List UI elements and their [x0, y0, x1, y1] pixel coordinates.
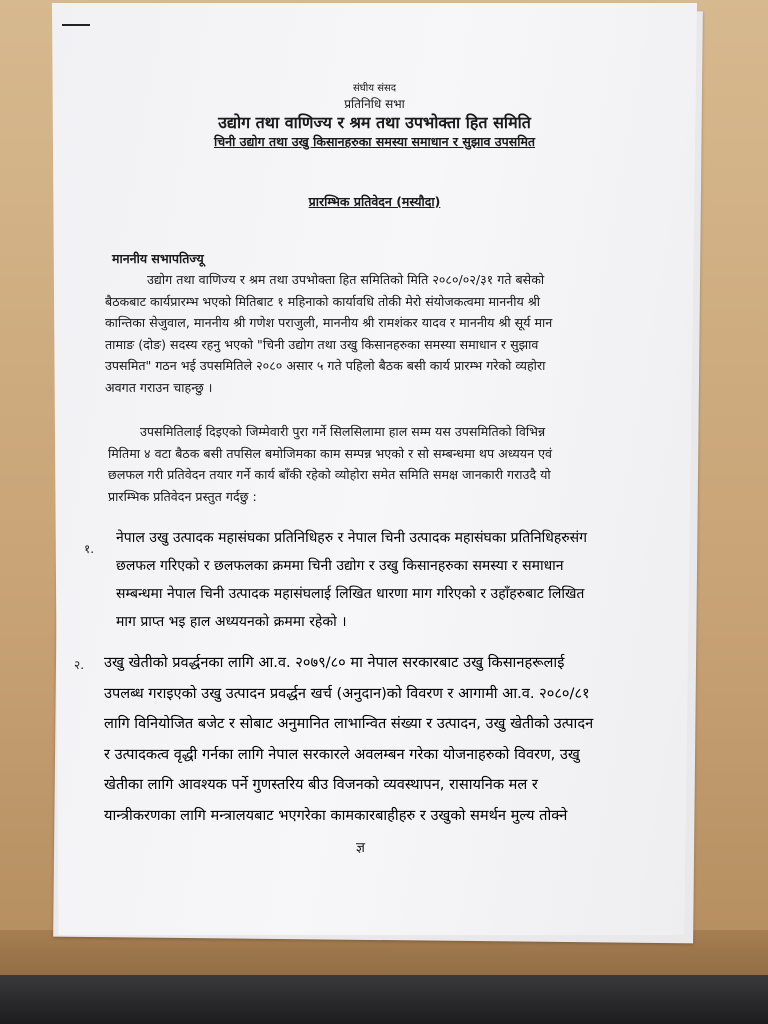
paragraph-line: उपसमित" गठन भई उपसमितिले २०८० असार ५ गते पहिलो बैठक बसी कार्य प्रारम्भ गरेको व्यहोरा	[105, 358, 546, 373]
item-line: माग प्राप्त भइ हाल अध्ययनको क्रममा रहेको ।	[116, 614, 347, 630]
pen-mark	[62, 24, 90, 26]
item-line: छलफल गरिएको र छलफलका क्रममा चिनी उद्योग र उखु किसानहरुका समस्या र समाधान	[116, 558, 564, 574]
item-number: २.	[74, 658, 85, 672]
report-title: प्रारम्भिक प्रतिवेदन (मस्यौदा)	[308, 194, 441, 209]
item-line: नेपाल उखु उत्पादक महासंघका प्रतिनिधिहरु र नेपाल चिनी उत्पादक महासंघका प्रतिनिधिहरुसंग	[116, 530, 587, 546]
paragraph-line: मितिमा ४ वटा बैठक बसी तपसिल बमोजिमका काम सम्पन्न भएको र सो सम्बन्धमा थप अध्ययन एवं	[108, 445, 553, 461]
page-number: ज्ञ	[356, 840, 365, 856]
paragraph-line: तामाङ (दोङ) सदस्य रहनु भएको "चिनी उद्योग तथा उखु किसानहरुका समस्या समाधान र सुझाव	[105, 336, 539, 352]
item-line: यान्त्रीकरणका लागि मन्त्रालयबाट भएगरेका कामकारबाहीहरु र उखुको समर्थन मुल्य तोक्ने	[104, 806, 568, 824]
item-line: उपलब्ध गराइएको उखु उत्पादन प्रवर्द्धन खर्च (अनुदान)को विवरण र आगामी आ.व. २०८०/८१	[104, 684, 590, 702]
list-item-1	[116, 524, 587, 636]
committee-title: उद्योग तथा वाणिज्य र श्रम तथा उपभोक्ता हित समिति	[218, 113, 531, 132]
paragraph-1	[105, 269, 552, 398]
paragraph-line: बैठकबाट कार्यप्रारम्भ भएको मितिबाट १ महिनाको कार्यावधि तोकी मेरो संयोजकत्वमा माननीय श्री	[105, 293, 541, 309]
salutation: माननीय सभापतिज्यू	[112, 251, 204, 266]
paragraph-line: अवगत गराउन चाहन्छु ।	[105, 379, 213, 395]
item-line: सम्बन्धमा नेपाल चिनी उत्पादक महासंघलाई लिखित धारणा माग गरिएको र उहाँहरुबाट लिखित	[116, 586, 585, 602]
paragraph-line: उपसमितिलाई दिइएको जिम्मेवारी पुरा गर्ने सिलसिलामा हाल सम्म यस उपसमितिको विभिन्न	[140, 424, 546, 439]
paragraph-line: कान्तिका सेजुवाल, माननीय श्री गणेश पराजुली, माननीय श्री रामशंकर यादव र माननीय श्री सूर्य मान	[105, 315, 553, 330]
parliament-label: संघीय संसद	[352, 83, 397, 94]
dark-fabric	[0, 975, 768, 1024]
list-item-2	[104, 648, 593, 831]
item-line: उखु खेतीको प्रवर्द्धनका लागि आ.व. २०७९/८० मा नेपाल सरकारबाट उखु किसानहरूलाई	[104, 654, 565, 671]
item-line: लागि विनियोजित बजेट र सोबाट अनुमानित लाभान्वित संख्या र उत्पादन, उखु खेतीको उत्पादन	[104, 715, 594, 732]
item-number: १.	[84, 542, 95, 556]
subcommittee-title: चिनी उद्योग तथा उखु किसानहरुका समस्या समाधान र सुझाव उपसमित	[213, 134, 536, 149]
house-label: प्रतिनिधि सभा	[344, 97, 405, 111]
paragraph-line: उद्योग तथा वाणिज्य र श्रम तथा उपभोक्ता हित समितिको मिति २०८०/०२/३१ गते बसेको	[147, 272, 545, 287]
paragraph-line: प्रारम्भिक प्रतिवेदन प्रस्तुत गर्दछु :	[108, 488, 257, 504]
paragraph-2	[108, 421, 552, 507]
item-line: र उत्पादकत्व वृद्धी गर्नका लागि नेपाल सरकारले अवलम्बन गरेका योजनाहरुको विवरण, उखु	[104, 745, 580, 763]
item-line: खेतीका लागि आवश्यक पर्ने गुणस्तरिय बीउ विजनको व्यवस्थापन, रासायनिक मल र	[104, 776, 538, 793]
paragraph-line: छलफल गरी प्रतिवेदन तयार गर्ने कार्य बाँकी रहेको व्योहोरा समेत समिति समक्ष जानकारी गराउदै यो	[108, 467, 551, 482]
